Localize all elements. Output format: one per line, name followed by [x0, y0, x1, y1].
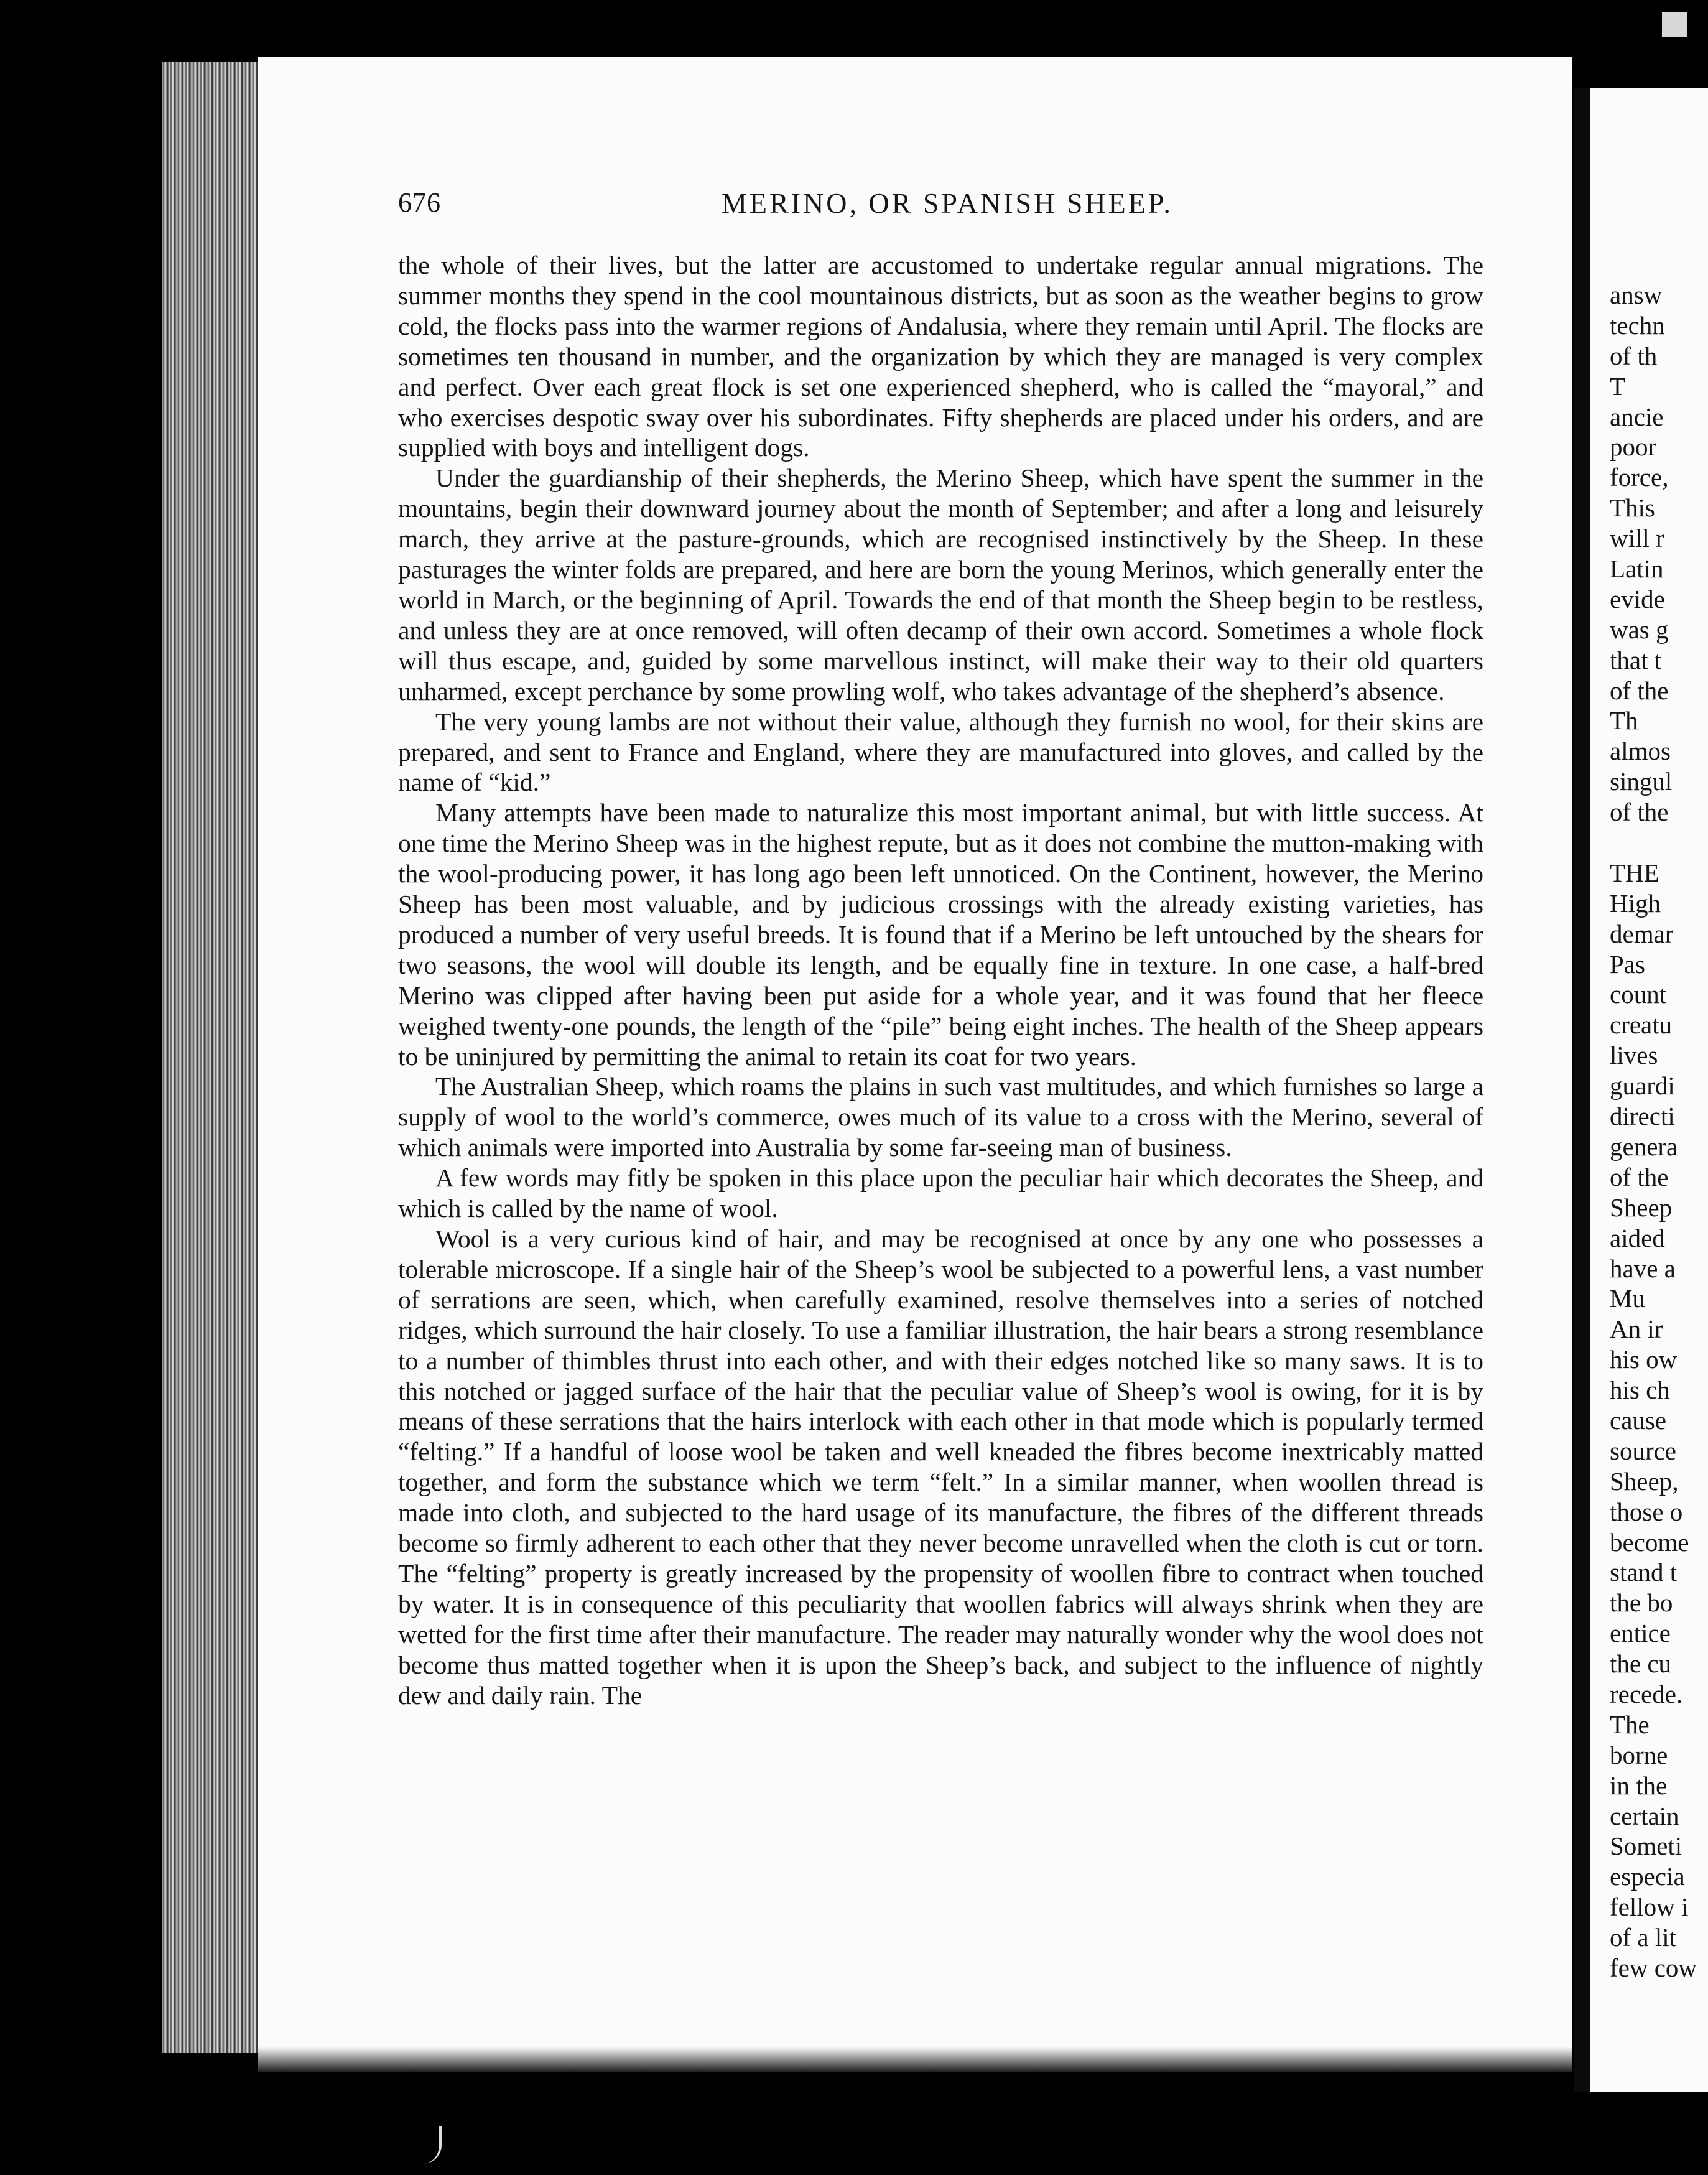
- facing-page-line: recede.: [1610, 1679, 1683, 1708]
- facing-page-line: cause: [1610, 1405, 1667, 1435]
- facing-page-line: the cu: [1610, 1649, 1672, 1679]
- facing-page-line: [1610, 827, 1687, 858]
- facing-page-line: aided: [1610, 1223, 1665, 1252]
- facing-page-line: of the: [1610, 676, 1669, 705]
- running-title: MERINO, OR SPANISH SHEEP.: [722, 187, 1173, 219]
- facing-page-line: singul: [1610, 767, 1673, 796]
- facing-page-line: Sheep,: [1610, 1466, 1679, 1496]
- facing-page-line: almos: [1610, 737, 1671, 766]
- scan-mark: [423, 2126, 442, 2164]
- facing-page-text: [1610, 280, 1697, 1983]
- facing-page-line: guardi: [1610, 1071, 1675, 1101]
- facing-page-line: The: [1610, 1710, 1650, 1739]
- facing-page-line: Th: [1610, 706, 1638, 735]
- facing-page-line: directi: [1610, 1102, 1675, 1131]
- facing-page-line: count: [1610, 980, 1667, 1009]
- facing-page-line: Pas: [1610, 949, 1645, 979]
- facing-page-line: lives: [1610, 1041, 1658, 1070]
- facing-page-line: This: [1610, 493, 1655, 523]
- facing-page-line: of th: [1610, 341, 1658, 370]
- facing-page-line: force,: [1610, 463, 1669, 492]
- facing-page-line: in the: [1610, 1771, 1668, 1800]
- page-number: 676: [398, 187, 441, 218]
- scan-corner-mark: [1662, 12, 1687, 37]
- facing-page-line: of the: [1610, 1162, 1669, 1191]
- facing-page-line: creatu: [1610, 1010, 1673, 1040]
- facing-page-line: was g: [1610, 615, 1669, 644]
- page-bottom-shadow: [258, 2047, 1572, 2072]
- page-header: [398, 187, 1493, 230]
- facing-page-line: source: [1610, 1436, 1677, 1465]
- facing-page-line: have a: [1610, 1254, 1676, 1283]
- paragraph: Wool is a very curious kind of hair, and may be recognised at once by any one who possesses a tolerable microscope. If a single hair of the Sheep’s wool be subjected to a powerful lens, a vast number of serrations are seen, which, when carefully examined, resolve themselves into a series of notched ridges, which surround the hair closely. To use a familiar illustration, the hair bears a strong resemblance to a number of thimbles thrust into each other, and with their edges notched like so many saws. It is to this notched or jagged surface of the hair that the peculiar value of Sheep’s wool is owing, for it is by means of these serrations that the hairs interlock with each other in that mode which is popularly termed “felting.” If a handful of loose wool be taken and well kneaded the fibres become inextricably matted together, and form the substance which we term “felt.” In a similar manner, when woollen thread is made into cloth, and subjected to the hard usage of its manufacture, the fibres of the different threads become so firmly adherent to each other that they never become unravelled when the cloth is cut or torn. The “felting” property is greatly increased by the propensity of woollen fibre to contract when touched by water. It is in consequence of this peculiarity that woollen fabrics will always shrink when they are wetted for the first time after their manufacture. The reader may naturally wonder why the wool does not become thus matted together when it is upon the Sheep’s back, and subject to the influence of nightly dew and daily rain. The: [398, 1224, 1483, 1710]
- facing-page-line: genera: [1610, 1132, 1678, 1161]
- facing-page-line: become: [1610, 1527, 1689, 1557]
- facing-page-line: THE: [1610, 858, 1659, 887]
- facing-page-line: High: [1610, 888, 1661, 918]
- paragraph: Many attempts have been made to naturalize this most important animal, but with little success. At one time the Merino Sheep was in the highest repute, but as it does not combine the mutton-making with the wool-producing power, it has long ago been left unnoticed. On the Continent, however, the Merino Sheep has been most valuable, and by judicious crossings with the already existing varieties, has produced a number of very useful breeds. It is found that if a Merino be left untouched by the shears for two seasons, the wool will double its length, and be equally fine in texture. In one case, a half-bred Merino was clipped after having been put aside for a whole year, and it was found that her fleece weighed twenty-one pounds, the length of the “pile” being eight inches. The health of the Sheep appears to be uninjured by permitting the animal to retain its coat for two years.: [398, 798, 1483, 1071]
- facing-page-line: Latin: [1610, 554, 1664, 584]
- facing-page-line: demar: [1610, 919, 1674, 948]
- facing-page-line: Someti: [1610, 1832, 1682, 1861]
- facing-page-line: especia: [1610, 1862, 1685, 1891]
- paragraph: The very young lambs are not without their value, although they furnish no wool, for their skins are prepared, and sent to France and England, where they are manufactured into gloves, and called by the name of “kid.”: [398, 707, 1483, 797]
- facing-page-line: his ow: [1610, 1345, 1678, 1374]
- facing-page-line: answ: [1610, 281, 1663, 309]
- facing-page-line: the bo: [1610, 1588, 1673, 1618]
- facing-page-line: certain: [1610, 1801, 1679, 1830]
- facing-page-line: borne: [1610, 1740, 1668, 1769]
- facing-page-line: T: [1610, 371, 1626, 401]
- facing-page-line: entice: [1610, 1619, 1671, 1648]
- facing-page-line: An ir: [1610, 1315, 1663, 1344]
- facing-page-line: will r: [1610, 524, 1664, 553]
- paragraph: The Australian Sheep, which roams the plains in such vast multitudes, and which furnishes so large a supply of wool to the world’s commerce, owes much of its value to a cross with the Merino, several of which animals were imported into Australia by some far-seeing man of business.: [398, 1072, 1483, 1162]
- facing-page-line: poor: [1610, 432, 1657, 462]
- facing-page-line: Sheep: [1610, 1193, 1673, 1222]
- facing-page-line: few cow: [1610, 1953, 1697, 1982]
- facing-page-line: those o: [1610, 1497, 1683, 1526]
- book-gutter-edge: [162, 62, 267, 2053]
- facing-page-line: his ch: [1610, 1376, 1670, 1405]
- paragraph: Under the guardianship of their shepherds, the Merino Sheep, which have spent the summer in the mountains, begin their downward journey about the month of September; and after a long and leisurely march, they arrive at the pasture-grounds, which are recognised instinctively by the Sheep. In these pasturages the winter folds are prepared, and here are born the young Merinos, which generally enter the world in March, or the beginning of April. Towards the end of that month the Sheep begin to be restless, and unless they are at once removed, will often decamp of their own accord. Sometimes a whole flock will thus escape, and, guided by some marvellous instinct, will make their way to their old quarters unharmed, except perchance by some prowling wolf, who takes advantage of the shepherd’s absence.: [398, 463, 1483, 706]
- paragraph: the whole of their lives, but the latter are accustomed to undertake regular annual migrations. The summer months they spend in the cool mountainous districts, but as soon as the weather begins to grow cold, the flocks pass into the warmer regions of Andalusia, where they remain until April. The flocks are sometimes ten thousand in number, and the organization by which they are managed is very complex and perfect. Over each great flock is set one experienced shepherd, who is called the “mayoral,” and who exercises despotic sway over his subordinates. Fifty shepherds are placed under his orders, and are supplied with boys and intelligent dogs.: [398, 251, 1483, 462]
- facing-page-line: fellow i: [1610, 1893, 1689, 1922]
- facing-page-line: techn: [1610, 310, 1665, 340]
- body-text: [398, 250, 1483, 1711]
- facing-page-line: ancie: [1610, 402, 1664, 431]
- facing-page-line: of a lit: [1610, 1923, 1677, 1952]
- facing-page-line: that t: [1610, 645, 1662, 674]
- facing-page-line: Mu: [1610, 1284, 1645, 1313]
- facing-page-line: of the: [1610, 798, 1669, 827]
- facing-page-line: evide: [1610, 584, 1665, 613]
- paragraph: A few words may fitly be spoken in this place upon the peculiar hair which decorates the Sheep, and which is called by the name of wool.: [398, 1163, 1483, 1223]
- facing-page-line: stand t: [1610, 1558, 1678, 1587]
